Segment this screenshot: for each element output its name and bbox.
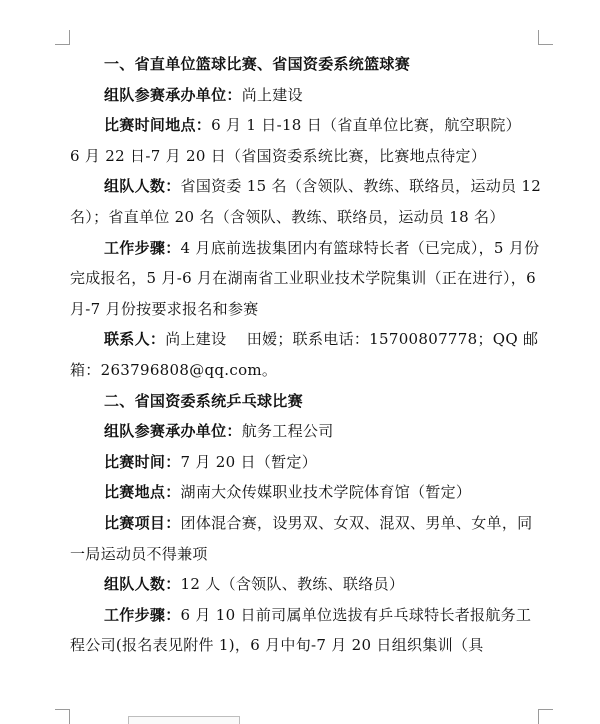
field-label: 比赛时间地点： — [104, 116, 212, 135]
field-label: 组队参赛承办单位： — [104, 85, 242, 104]
field-label: 工作步骤： — [104, 605, 181, 624]
field-value: 6 月 10 日前司属单位选拔有乒乓球特长者报航务工程公司(报名表见附件 1)，6 月中旬-7 月 20 日组织集训（具 — [70, 605, 532, 655]
field-value: 尚上建设 — [241, 85, 303, 104]
field-label: 组队人数： — [104, 177, 181, 196]
next-page-edge — [128, 716, 240, 724]
section1-team-size — [70, 171, 544, 232]
field-value: 省国资委 15 名（含领队、教练、联络员，运动员 12 名）；省直单位 20 名（含领队、教练、联络员，运动员 18 名） — [70, 177, 542, 226]
field-label: 工作步骤： — [104, 238, 181, 257]
field-label: 比赛时间： — [104, 452, 181, 471]
section1-organizer — [70, 80, 544, 111]
section2-time — [70, 447, 544, 478]
field-label: 联系人： — [104, 330, 166, 349]
field-value: 湖南大众传媒职业技术学院体育馆（暂定） — [180, 483, 472, 502]
section1-contact — [70, 324, 544, 385]
corner-mark-top-left — [55, 30, 70, 45]
section2-heading: 二、省国资委系统乒乓球比赛 — [104, 391, 303, 410]
field-label: 比赛地点： — [104, 483, 181, 502]
field-value: 4 月底前选拔集团内有篮球特长者（已完成），5 月份完成报名，5 月-6 月在湖南省工业职业技术学院集训（正在进行），6 月-7 月份按要求报名和参赛 — [70, 238, 540, 318]
section2-organizer — [70, 416, 544, 447]
section2-steps — [70, 600, 544, 661]
section2-team-size — [70, 569, 544, 600]
section1-time-place-continued: 6 月 22 日-7 月 20 日（省国资委系统比赛，比赛地点待定） — [70, 146, 487, 165]
section2-place — [70, 477, 544, 508]
document-body[interactable] — [70, 49, 544, 661]
field-label: 组队参赛承办单位： — [104, 422, 242, 441]
field-value: 尚上建设 田嫒；联系电话：15700807778；QQ 邮箱：263796808@qq.com。 — [70, 330, 539, 379]
field-value: 6 月 1 日-18 日（省直单位比赛，航空职院） — [211, 116, 521, 135]
field-label: 组队人数： — [104, 575, 181, 594]
field-value: 团体混合赛，设男双、女双、混双、男单、女单，同一局运动员不得兼项 — [70, 513, 533, 563]
section1-heading: 一、省直单位篮球比赛、省国资委系统篮球赛 — [104, 55, 411, 73]
section1-steps — [70, 233, 544, 325]
section2-events — [70, 508, 544, 569]
corner-mark-top-right — [538, 30, 553, 45]
field-value: 12 人（含领队、教练、联络员） — [180, 575, 405, 594]
field-value: 航务工程公司 — [241, 422, 334, 441]
corner-mark-bottom-left — [55, 709, 70, 724]
section1-time-place — [70, 110, 544, 141]
field-label: 比赛项目： — [104, 513, 181, 532]
corner-mark-bottom-right — [538, 709, 553, 724]
field-value: 7 月 20 日（暂定） — [180, 452, 318, 471]
